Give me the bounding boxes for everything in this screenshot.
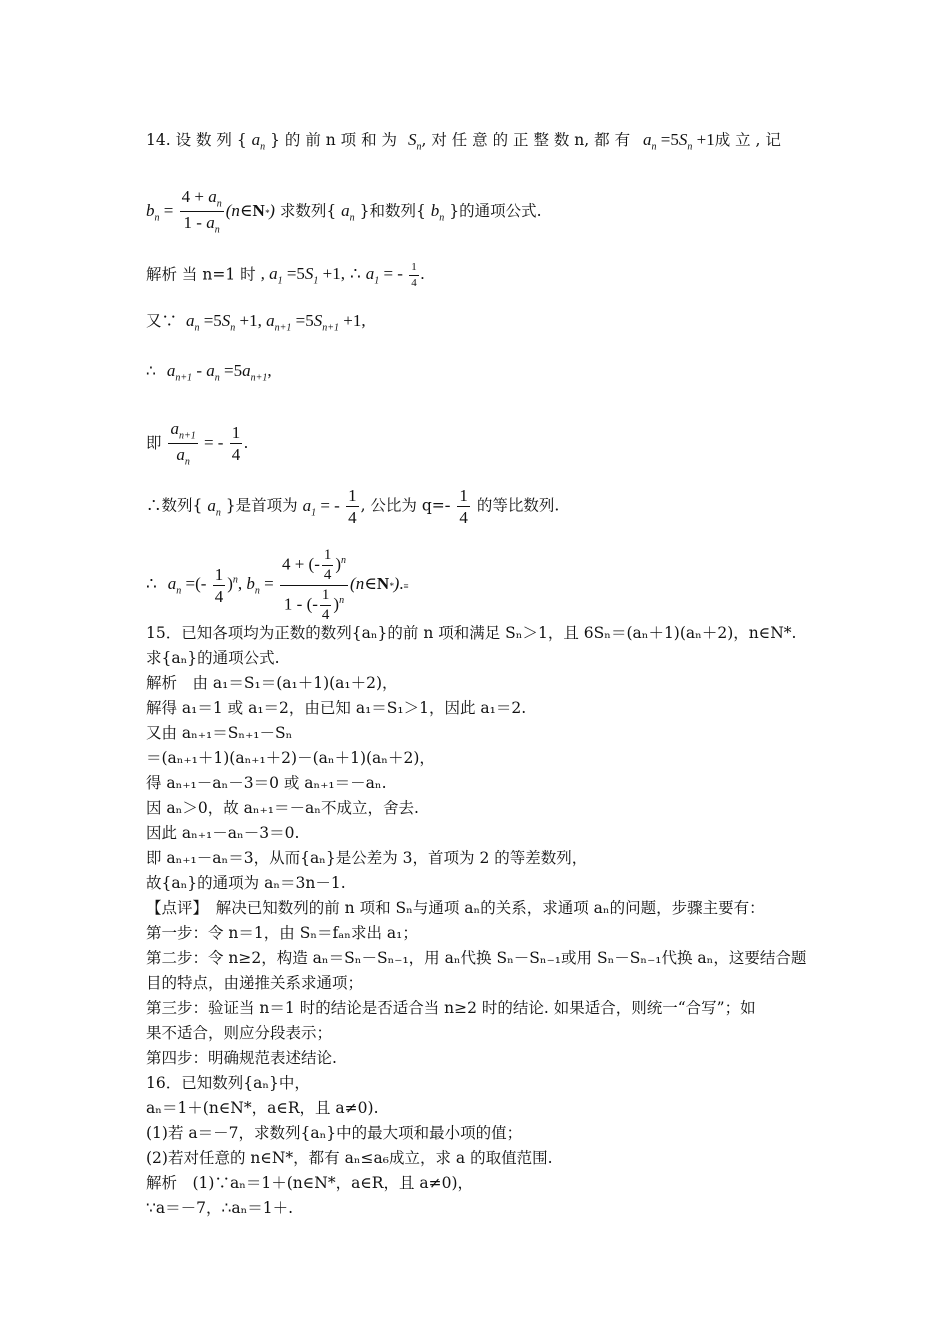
p15-line-14: 目的特点，由递推关系求通项；	[146, 974, 364, 992]
formula-bn-def: $b_n$ = $\frac{4 + a_n}{1 - a_n}$ (n∈N*)	[146, 187, 275, 236]
therefore-symbol-2: ∴	[146, 574, 157, 594]
formula-bn-2: $b_n$	[430, 200, 445, 224]
p15-line-9: 即 aₙ₊₁－aₙ＝3，从而{aₙ}是公差为 3，首项为 2 的等差数列，	[146, 849, 588, 867]
p14-line2	[146, 188, 542, 236]
p16-line-2: (1)若 a＝－7，求数列{aₙ}中的最大项和最小项的值；	[146, 1124, 523, 1142]
formula-a1-first: $a_1$ = - $\frac{1}{4}$	[302, 486, 357, 528]
p14-line1-b: } 的 前 n 项 和 为	[270, 131, 398, 149]
p14-line2-mid: }和数列{	[359, 201, 426, 220]
p14-geo-c: , 公比为 q=	[360, 496, 445, 515]
p15-line-17: 第四步：明确规范表述结论.	[146, 1049, 337, 1067]
p15-line-6: 得 aₙ₊₁－aₙ－3＝0 或 aₙ₊₁＝－aₙ.	[146, 774, 387, 792]
formula-sn: $S_n$	[407, 130, 422, 153]
p15-line-11: 【点评】 解决已知数列的前 n 项和 Sₙ与通项 aₙ的关系，求通项 aₙ的问题，步骤主要有：	[146, 899, 765, 917]
p14-sol-line4	[146, 420, 248, 468]
p14-geo-b: }是首项为	[225, 496, 298, 515]
p15-line-1: 求{aₙ}的通项公式.	[146, 649, 280, 667]
formula-final: $a_n$ =(- $\frac{1}{4}$ )$^n$, $b_n$ = 4 + (- $\frac{1}{4}$ )$^n$ 1 - (- $\frac{1}{4}$ )$^n$ (n∈N*).≡	[167, 547, 409, 623]
p14-ji: 即	[146, 433, 162, 452]
p15-line-13: 第二步：令 n≥2，构造 aₙ＝Sₙ－Sₙ₋₁，用 aₙ代换 Sₙ－Sₙ₋₁或用 Sₙ－Sₙ₋₁代换 aₙ，这要结合题	[146, 949, 807, 967]
p16-line-0: 16．已知数列{aₙ}中，	[146, 1074, 310, 1092]
p15-line-8: 因此 aₙ₊₁－aₙ－3＝0.	[146, 824, 300, 842]
p14-sol-line5: ∴数列{ $a_n$ }是首项为 $a_1$ = - $\frac{1}{4}$ , 公比为 q=- $\frac{1}{4}$ 的等比数列.	[146, 486, 560, 528]
formula-an-eq: $a_n =5S_n +1$	[643, 130, 715, 153]
bn-fraction: $\frac{4 + a_n}{1 - a_n}$	[181, 187, 222, 236]
formula-ratio: $\frac{a_{n+1}}{a_n}$ = - $\frac{1}{4}$ .	[170, 419, 249, 468]
p15-line-16: 果不适合，则应分段表示；	[146, 1024, 333, 1042]
p15-line-0: 15．已知各项均为正数的数列{aₙ}的前 n 项和满足 Sₙ＞1，且 6Sₙ＝(aₙ＋1)(aₙ＋2)，n∈N*.	[146, 624, 797, 642]
p16-line-4: 解析 (1)∵aₙ＝1＋(n∈N*，a∈R，且 a≠0)，	[146, 1174, 474, 1192]
p16-line-3: (2)若对任意的 n∈N*，都有 aₙ≤a₆成立，求 a 的取值范围.	[146, 1149, 553, 1167]
p14-sol-label: 解析 当 n=1 时	[146, 265, 256, 284]
p14-line2-end: }的通项公式.	[449, 201, 542, 220]
p14-line1-a: 14. 设 数 列 {	[146, 131, 247, 149]
p14-sol-line1	[146, 262, 425, 289]
p15-line-5: ＝(aₙ₊₁＋1)(aₙ₊₁＋2)－(aₙ＋1)(aₙ＋2)，	[146, 749, 435, 767]
p14-sol-line6	[146, 548, 409, 623]
formula-an-3: $a_n$	[207, 495, 221, 518]
frac-1-4: $\frac{1}{4}$	[231, 423, 241, 465]
ratio-fraction: $\frac{a_{n+1}}{a_n}$	[170, 419, 196, 468]
p14-you-label: 又∵	[146, 312, 178, 330]
formula-diff: $a_{n+1} - a_n =5a_{n+1}$,	[166, 361, 272, 384]
p15-line-2: 解析 由 a₁＝S₁＝(a₁＋1)(a₁＋2)，	[146, 674, 398, 692]
frac-1-4-pow: $\frac{1}{4}$	[214, 565, 224, 606]
p14-line1	[146, 131, 781, 152]
p16-line-5: ∵a＝－7，∴aₙ＝1＋.	[146, 1199, 294, 1217]
frac-1-4-ratio: $\frac{1}{4}$	[459, 486, 468, 527]
p14-therefore: ∴	[146, 362, 156, 380]
bn-final-fraction: 4 + (- $\frac{1}{4}$ )$^n$ 1 - (- $\frac{1}{4}$ )$^n$	[281, 547, 347, 623]
formula-an-2: $a_n$	[341, 200, 355, 224]
p15-line-3: 解得 a₁＝1 或 a₁＝2，由已知 a₁＝S₁＞1，因此 a₁＝2.	[146, 699, 527, 717]
p14-sol-line2	[146, 312, 366, 333]
p15-line-15: 第三步：验证当 n＝1 时的结论是否适合当 n≥2 时的结论. 如果适合，则统一“合写”；如	[146, 999, 756, 1017]
p15-line-12: 第一步：令 n＝1，由 Sₙ＝fₐₙ求出 a₁；	[146, 924, 418, 942]
frac-1-4-small: $\frac{1}{4}$	[411, 261, 417, 289]
p14-line2-tail: 求数列{	[279, 201, 337, 220]
formula-a1-eq: , $a_1 =5S_1 +1$,	[260, 264, 345, 287]
formula-an: $a_n$	[251, 130, 266, 153]
p14-sol-line3	[146, 362, 272, 383]
p15-line-10: 故{aₙ}的通项为 aₙ＝3n－1.	[146, 874, 346, 892]
frac-1-4-first: $\frac{1}{4}$	[348, 486, 357, 528]
p14-line1-c: , 对 任 意 的 正 整 数 n, 都 有	[421, 131, 631, 149]
p15-line-4: 又由 aₙ₊₁＝Sₙ₊₁－Sₙ	[146, 724, 293, 742]
p14-geo-a: ∴数列{	[146, 496, 203, 515]
formula-recur: $a_n =5S_n +1$, $a_{n+1} =5S_{n+1} +1$,	[185, 311, 366, 334]
p16-line-1: aₙ＝1＋(n∈N*，a∈R，且 a≠0).	[146, 1099, 379, 1117]
therefore-symbol: ∴	[349, 264, 361, 284]
p14-geo-d: 的等比数列.	[476, 496, 560, 515]
p15-line-7: 因 aₙ＞0，故 aₙ₊₁＝－aₙ不成立，舍去.	[146, 799, 419, 817]
formula-a1-val: $a_1$ = - $\frac{1}{4}$ .	[365, 261, 425, 289]
p14-line1-d: 成 立 , 记	[714, 131, 781, 149]
